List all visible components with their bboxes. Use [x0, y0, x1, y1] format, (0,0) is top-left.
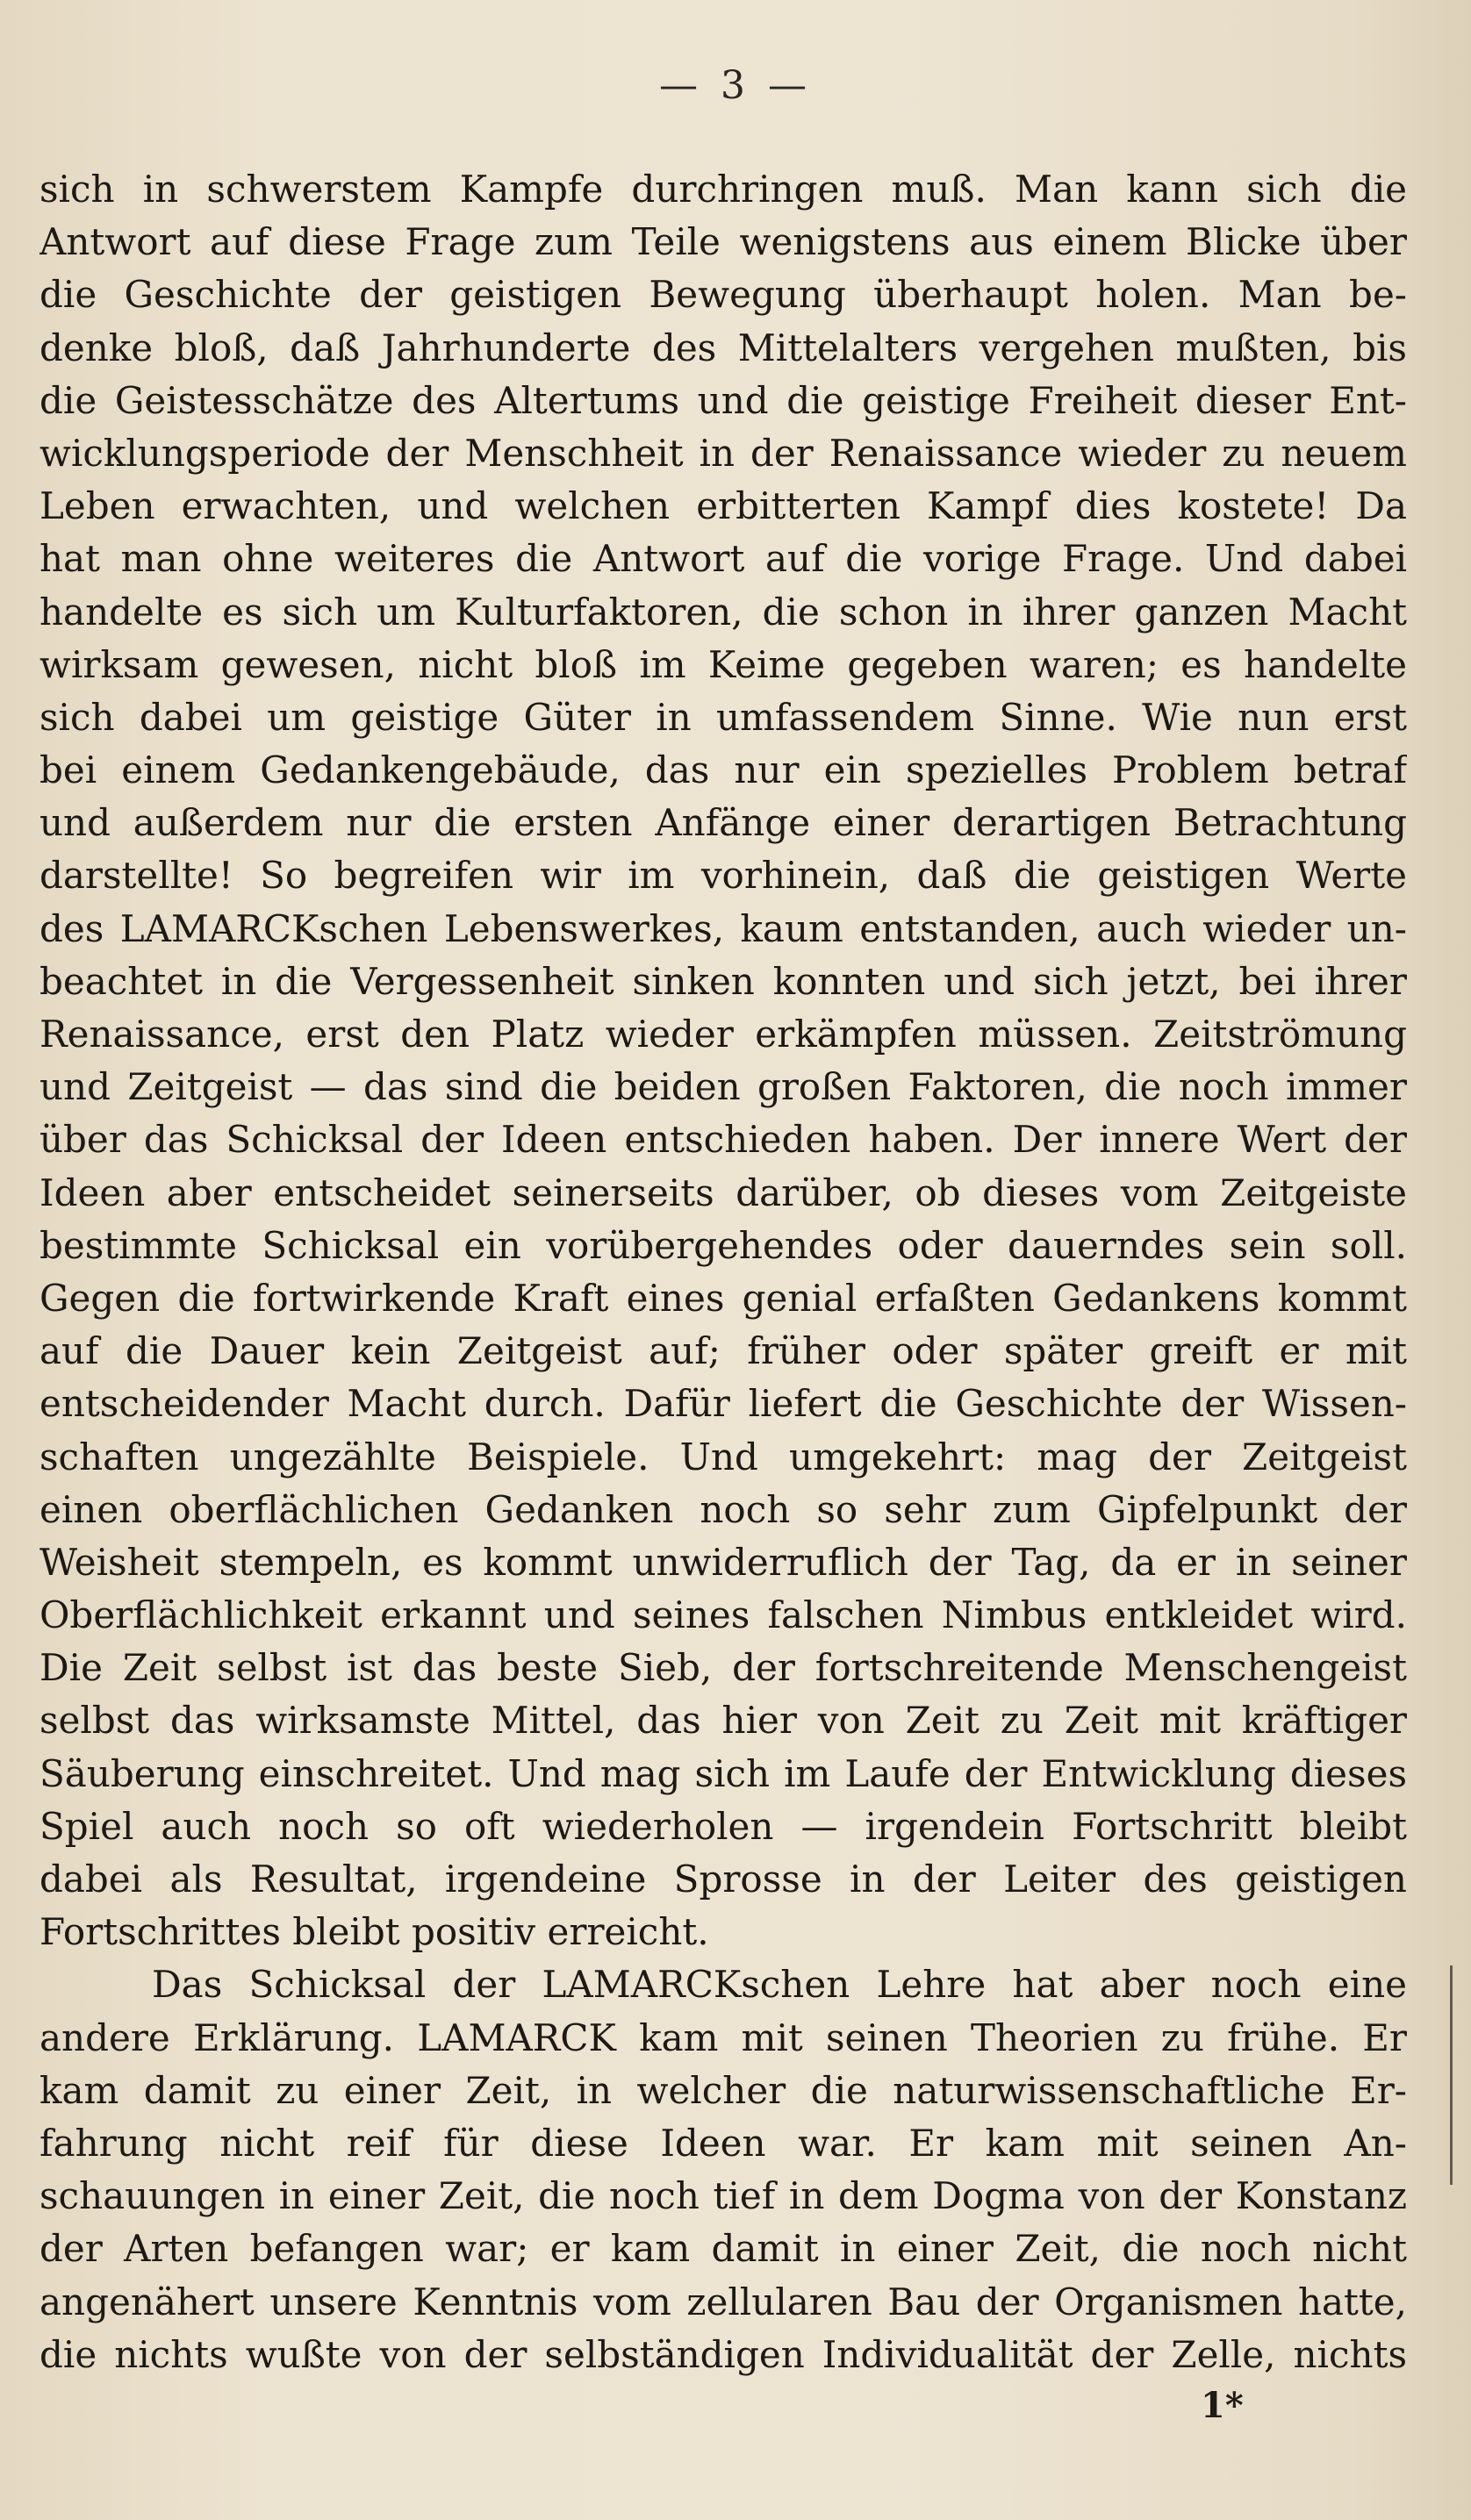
text-line: fahrung nicht reif für diese Ideen war. Er kam mit seinen An-: [39, 2121, 1407, 2165]
text-line: beachtet in die Vergessenheit sinken konnten und sich jetzt, bei ihrer: [39, 959, 1407, 1003]
text-line: entscheidender Macht durch. Dafür liefert die Geschichte der Wissen-: [39, 1382, 1407, 1426]
text-line: Weisheit stempeln, es kommt unwiderruflich der Tag, da er in seiner: [39, 1540, 1407, 1584]
text-line: selbst das wirksamste Mittel, das hier von Zeit zu Zeit mit kräftiger: [39, 1699, 1407, 1743]
text-line: auf die Dauer kein Zeitgeist auf; früher oder später greift er mit: [39, 1329, 1407, 1373]
text-line: Ideen aber entscheidet seinerseits darüber, ob dieses vom Zeitgeiste: [39, 1171, 1407, 1214]
text-line: Leben erwachten, und welchen erbitterten Kampf dies kostete! Da: [39, 484, 1407, 528]
text-line: und Zeitgeist — das sind die beiden großen Faktoren, die noch immer: [39, 1065, 1407, 1109]
text-line: die Geschichte der geistigen Bewegung überhaupt holen. Man be-: [39, 273, 1407, 317]
text-line: Antwort auf diese Frage zum Teile wenigstens aus einem Blicke über: [39, 220, 1407, 264]
text-line: schauungen in einer Zeit, die noch tief in dem Dogma von der Konstanz: [39, 2174, 1407, 2218]
text-line: einen oberflächlichen Gedanken noch so sehr zum Gipfelpunkt der: [39, 1487, 1407, 1531]
text-line: Das Schicksal der LAMARCKschen Lehre hat aber noch eine: [152, 1963, 1407, 2007]
text-line: die Geistesschätze des Altertums und die geistige Freiheit dieser Ent-: [39, 378, 1407, 422]
text-line: schaften ungezählte Beispiele. Und umgekehrt: mag der Zeitgeist: [39, 1435, 1407, 1478]
text-line: Die Zeit selbst ist das beste Sieb, der fortschreitende Menschengeist: [39, 1646, 1407, 1690]
text-line: Oberflächlichkeit erkannt und seines falschen Nimbus entkleidet wird.: [39, 1593, 1407, 1637]
margin-mark: [1450, 1965, 1453, 2185]
text-line: denke bloß, daß Jahrhunderte des Mittelalters vergehen mußten, bis: [39, 326, 1407, 369]
paragraph-1: [39, 163, 1407, 1958]
text-line: über das Schicksal der Ideen entschieden haben. Der innere Wert der: [39, 1118, 1407, 1162]
text-line: bestimmte Schicksal ein vorübergehendes oder dauerndes sein soll.: [39, 1223, 1407, 1267]
text-line: Säuberung einschreitet. Und mag sich im Laufe der Entwicklung dieses: [39, 1751, 1407, 1795]
body-text: [39, 163, 1407, 2381]
text-line: wirksam gewesen, nicht bloß im Keime gegeben waren; es handelte: [39, 642, 1407, 686]
text-line: darstellte! So begreifen wir im vorhinein, daß die geistigen Werte: [39, 854, 1407, 898]
text-line: dabei als Resultat, irgendeine Sprosse in der Leiter des geistigen: [39, 1858, 1407, 1901]
text-line: Fortschrittes bleibt positiv erreicht.: [39, 1910, 709, 1954]
text-line: die nichts wußte von der selbständigen Individualität der Zelle, nichts: [39, 2332, 1407, 2376]
text-line: Gegen die fortwirkende Kraft eines genial erfaßten Gedankens kommt: [39, 1276, 1407, 1320]
text-line: bei einem Gedankengebäude, das nur ein spezielles Problem betraf: [39, 748, 1407, 792]
text-line: und außerdem nur die ersten Anfänge einer derartigen Betrachtung: [39, 801, 1407, 845]
text-line: Renaissance, erst den Platz wieder erkämpfen müssen. Zeitströmung: [39, 1013, 1407, 1056]
page-number: — 3 —: [659, 63, 812, 108]
text-line: wicklungsperiode der Menschheit in der Renaissance wieder zu neuem: [39, 431, 1407, 475]
paragraph-2: [39, 1958, 1407, 2381]
text-line: sich in schwerstem Kampfe durchringen muß. Man kann sich die: [39, 168, 1407, 211]
text-line: angenähert unsere Kenntnis vom zellularen Bau der Organismen hatte,: [39, 2280, 1407, 2323]
signature-mark: 1*: [1201, 2385, 1244, 2426]
text-line: handelte es sich um Kulturfaktoren, die schon in ihrer ganzen Macht: [39, 590, 1407, 634]
text-line: der Arten befangen war; er kam damit in einer Zeit, die noch nicht: [39, 2227, 1407, 2271]
text-line: kam damit zu einer Zeit, in welcher die naturwissenschaftliche Er-: [39, 2068, 1407, 2112]
text-line: Spiel auch noch so oft wiederholen — irgendein Fortschritt bleibt: [39, 1804, 1407, 1848]
text-line: andere Erklärung. LAMARCK kam mit seinen Theorien zu frühe. Er: [39, 2015, 1407, 2059]
text-line: des LAMARCKschen Lebenswerkes, kaum entstanden, auch wieder un-: [39, 906, 1407, 950]
text-line: sich dabei um geistige Güter in umfassendem Sinne. Wie nun erst: [39, 695, 1407, 739]
text-line: hat man ohne weiteres die Antwort auf die vorige Frage. Und dabei: [39, 537, 1407, 581]
